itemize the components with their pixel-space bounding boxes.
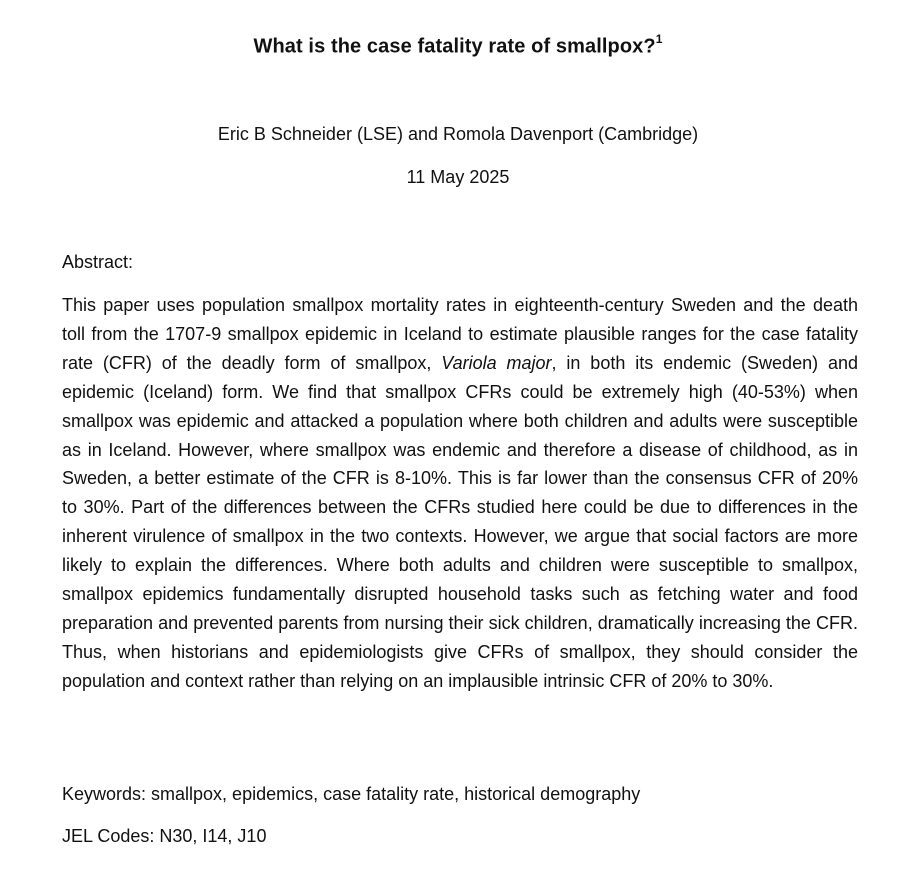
abstract-text-part1: This paper uses population smallpox mortality rates in eighteenth-century Sweden and the death toll from the 1707-9 smallpox epidemic in Iceland to estimate plausible ranges for the case fatality rate (CFR) of the deadly form of smallpox, [62, 295, 858, 373]
footnote-mark: 1 [655, 32, 663, 46]
abstract-text-part2: , in both its endemic (Sweden) and epidemic (Iceland) form. We find that smallpox CFRs could be extremely high (40-53%) when smallpox was epidemic and attacked a population where both children and adults were susceptible as in Iceland. However, where smallpox was endemic and therefore a disease of childhood, as in Sweden, a better estimate of the CFR is 8-10%. This is far lower than the consensus CFR of 20% to 30%. Part of the differences between the CFRs studied here could be due to differences in the inherent virulence of smallpox in the two contexts. However, we argue that social factors are more likely to explain the differences. Where both adults and children were susceptible to smallpox, smallpox epidemics fundamentally disrupted household tasks such as fetching water and food preparation and prevented parents from nursing their sick children, dramatically increasing the CFR. Thus, when historians and epidemiologists give CFRs of smallpox, they should consider the population and context rather than relying on an implausible intrinsic CFR of 20% to 30%. [62, 352, 859, 691]
paper-title-text: What is the case fatality rate of smallpox? [253, 35, 656, 58]
abstract-heading: Abstract: [62, 252, 134, 272]
paper-title [0, 34, 916, 59]
abstract-text [62, 291, 858, 696]
abstract-text-italic: Variola major [441, 352, 552, 373]
paper-date: 11 May 2025 [406, 167, 510, 187]
keywords-line: Keywords: smallpox, epidemics, case fatality rate, historical demography [62, 784, 641, 804]
paper-authors: Eric B Schneider (LSE) and Romola Davenport (Cambridge) [217, 124, 699, 144]
jel-codes-line: JEL Codes: N30, I14, J10 [62, 826, 267, 846]
